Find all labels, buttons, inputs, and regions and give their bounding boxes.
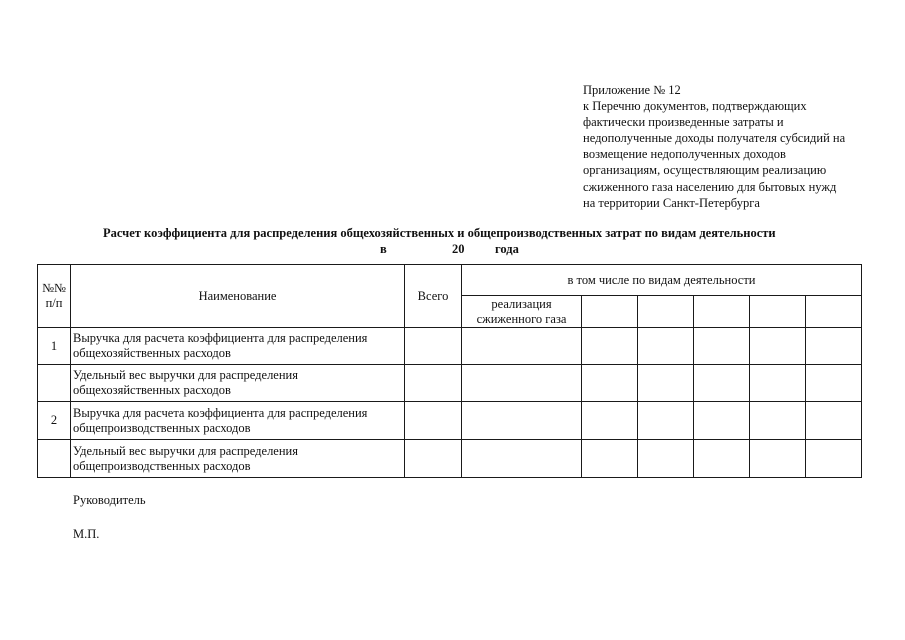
title-in: в xyxy=(380,242,387,256)
row-number xyxy=(38,440,70,477)
appendix-line: фактически произведенные затраты и xyxy=(583,115,784,130)
appendix-line: Приложение № 12 xyxy=(583,83,681,97)
appendix-line: возмещение недополученных доходов xyxy=(583,147,786,162)
appendix-line: организациям, осуществляющим реализацию xyxy=(583,163,827,178)
header-number: №№ п/п xyxy=(42,281,66,310)
row-name: Удельный вес выручки для распределения общепроизводственных расходов xyxy=(73,443,298,473)
row-name: Удельный вес выручки для распределения общехозяйственных расходов xyxy=(73,368,298,397)
title-main: Расчет коэффициента для распределения общехозяйственных и общепроизводственных затрат по видам деятельности xyxy=(103,226,776,240)
header-total: Всего xyxy=(417,288,449,303)
appendix-line: на территории Санкт-Петербурга xyxy=(583,195,760,210)
seal-label: М.П. xyxy=(73,527,100,541)
row-name: Выручка для расчета коэффициента для распределения общехозяйственных расходов xyxy=(73,331,368,360)
row-name: Выручка для расчета коэффициента для распределения общепроизводственных расходов xyxy=(73,405,368,435)
row-number: 2 xyxy=(50,413,58,427)
row-number: 1 xyxy=(50,338,58,353)
appendix-line: к Перечню документов, подтверждающих xyxy=(583,99,807,114)
header-activity-group: в том числе по видам деятельности xyxy=(567,272,756,287)
signature-head-label: Руководитель xyxy=(73,493,146,507)
title-year-prefix: 20 xyxy=(452,242,465,256)
appendix-line: недополученные доходы получателя субсидий на xyxy=(583,131,846,146)
header-activity-lpg: реализация сжиженного газа xyxy=(476,296,567,326)
header-name: Наименование xyxy=(198,288,277,303)
row-number xyxy=(38,365,70,401)
title-year-word: года xyxy=(495,242,519,256)
appendix-line: сжиженного газа населению для бытовых нужд xyxy=(583,179,837,194)
